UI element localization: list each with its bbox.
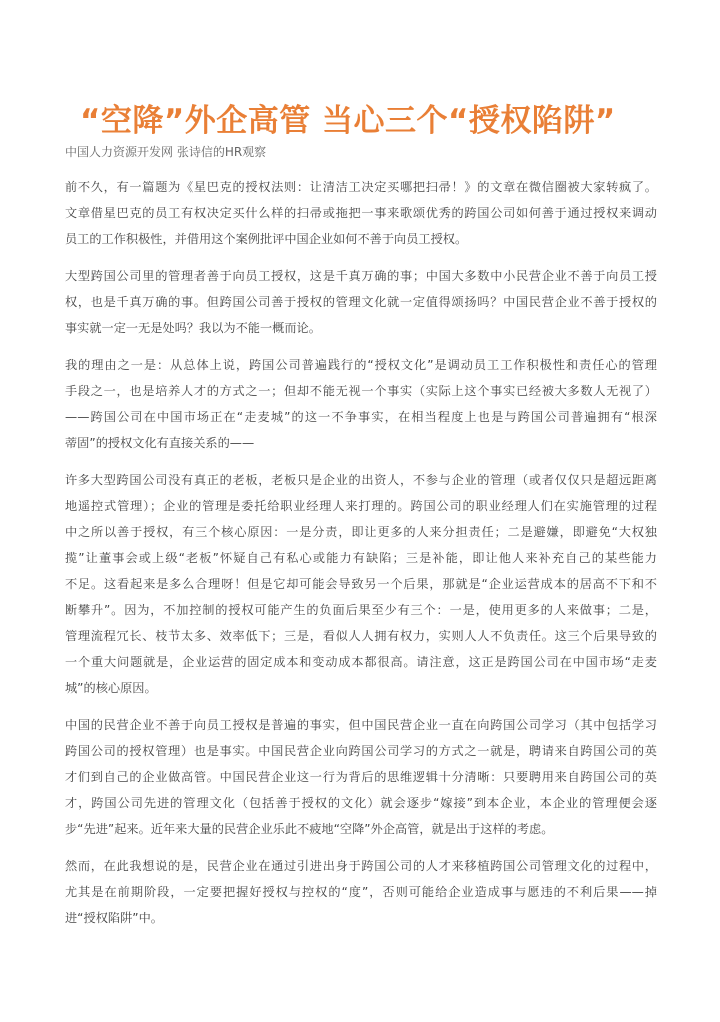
article-body — [65, 174, 657, 942]
paragraph-line: 尤其是在前期阶段，一定要把握好授权与控权的“度”，否则可能给企业造成事与愿违的不利后果——掉 — [65, 885, 657, 899]
paragraph-line: 揽”让董事会或上级“老板”怀疑自己有私心或能力有缺陷；三是补能，即让他人来补充自己的某些能力 — [65, 551, 657, 565]
paragraph-line: 进“授权陷阱”中。 — [65, 911, 163, 925]
paragraph-line: 事实就一定一无是处吗？我以为不能一概而论。 — [65, 321, 321, 335]
paragraph-line: 然而，在此我想说的是，民营企业在通过引进出身于跨国公司的人才来移植跨国公司管理文化的过程中， — [65, 859, 657, 873]
paragraph-line: 才，跨国公司先进的管理文化（包括善于授权的文化）就会逐步“嫁接”到本企业，本企业的管理便会逐 — [65, 796, 657, 810]
paragraph-line: 一个重大问题就是，企业运营的固定成本和变动成本都很高。请注意，这正是跨国公司在中国市场“走麦 — [65, 655, 657, 669]
paragraph-line: 步“先进”起来。近年来大量的民营企业乐此不疲地“空降”外企高管，就是出于这样的考虑。 — [65, 822, 554, 836]
paragraph-line: 员工的工作积极性，并借用这个案例批评中国企业如何不善于向员工授权。 — [65, 232, 468, 246]
paragraph-line: 城”的核心原因。 — [65, 681, 157, 695]
paragraph-line: 管理流程冗长、枝节太多、效率低下；三是，看似人人拥有权力，实则人人不负责任。这三个后果导致的 — [65, 629, 657, 643]
article-paragraph — [65, 712, 657, 842]
paragraph-line: 手段之一，也是培养人才的方式之一；但却不能无视一个事实（实际上这个事实已经被大多数人无视了） — [65, 384, 657, 398]
paragraph-line: 权，也是千真万确的事。但跨国公司善于授权的管理文化就一定值得颂扬吗？中国民营企业不善于授权的 — [65, 295, 657, 309]
article-paragraph — [65, 467, 657, 701]
paragraph-line: 跨国公司的授权管理）也是事实。中国民营企业向跨国公司学习的方式之一就是，聘请来自跨国公司的英 — [65, 744, 657, 758]
article-paragraph — [65, 174, 657, 252]
paragraph-line: 地遥控式管理）；企业的管理是委托给职业经理人来打理的。跨国公司的职业经理人们在实施管理的过程 — [65, 499, 657, 513]
article-paragraph — [65, 263, 657, 341]
paragraph-line: 前不久，有一篇题为《星巴克的授权法则：让清洁工决定买哪把扫帚！》的文章在微信圈被大家转疯了。 — [65, 180, 657, 194]
paragraph-line: 我的理由之一是：从总体上说，跨国公司普遍践行的“授权文化”是调动员工工作积极性和责任心的管理 — [65, 358, 657, 372]
paragraph-line: 蒂固”的授权文化有直接关系的—— — [65, 436, 255, 450]
article-paragraph — [65, 352, 657, 456]
paragraph-line: 不足。这看起来是多么合理呀！但是它却可能会导致另一个后果，那就是“企业运营成本的居高不下和不 — [65, 577, 657, 591]
paragraph-line: 文章借星巴克的员工有权决定买什么样的扫帚或拖把一事来歌颂优秀的跨国公司如何善于通过授权来调动 — [65, 206, 657, 220]
paragraph-line: 断攀升”。因为，不加控制的授权可能产生的负面后果至少有三个：一是，使用更多的人来做事；二是， — [65, 603, 657, 617]
paragraph-line: 中国的民营企业不善于向员工授权是普遍的事实，但中国民营企业一直在向跨国公司学习（其中包括学习 — [65, 718, 657, 732]
article-title: “空降”外企高管 当心三个“授权陷阱” — [80, 102, 616, 139]
paragraph-line: 中之所以善于授权，有三个核心原因：一是分责，即让更多的人来分担责任；二是避嫌，即避免“大权独 — [65, 525, 657, 539]
paragraph-line: 才们到自己的企业做高管。中国民营企业这一行为背后的思维逻辑十分清晰：只要聘用来自跨国公司的英 — [65, 770, 657, 784]
article-byline: 中国人力资源开发网 张诗信的HR观察 — [65, 145, 267, 159]
paragraph-line: 许多大型跨国公司没有真正的老板，老板只是企业的出资人，不参与企业的管理（或者仅仅只是超远距离 — [65, 473, 657, 487]
paragraph-line: ——跨国公司在中国市场正在“走麦城”的这一不争事实，在相当程度上也是与跨国公司普遍拥有“根深 — [65, 410, 657, 424]
article-paragraph — [65, 853, 657, 931]
paragraph-line: 大型跨国公司里的管理者善于向员工授权，这是千真万确的事；中国大多数中小民营企业不善于向员工授 — [65, 269, 657, 283]
